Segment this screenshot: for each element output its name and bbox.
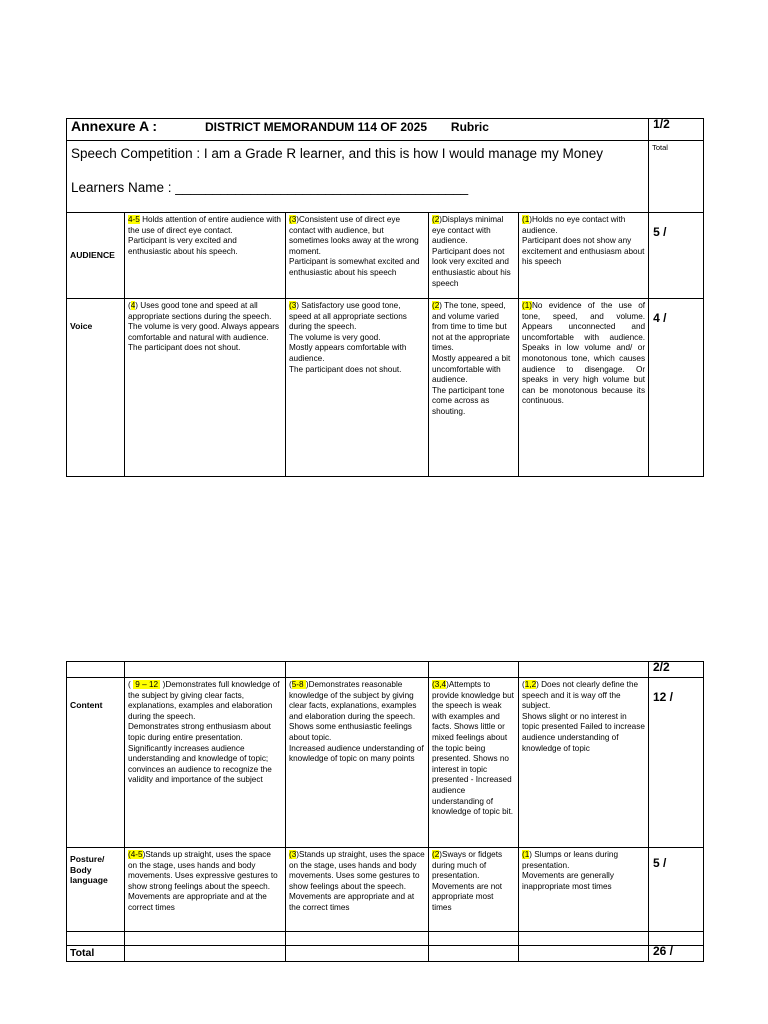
empty-cell bbox=[125, 946, 286, 962]
bracket: ( bbox=[522, 680, 525, 689]
rubric-title: Rubric bbox=[450, 120, 489, 134]
level-score: (2 bbox=[432, 301, 440, 310]
empty-cell bbox=[519, 662, 649, 678]
level-score: (2 bbox=[432, 215, 440, 224]
level-score: (1) bbox=[522, 301, 533, 310]
criterion-label: Content bbox=[67, 678, 125, 848]
level-description: )Consistent use of direct eye contact with audience, but sometimes looks away at the wrong moment. Participant is somewhat excited and enthusiastic about his speech bbox=[289, 215, 420, 277]
level-description: ) Uses good tone and speed at all appropriate sections during the speech. The volume is very good. Always appears comfortable and natural with audience. The participant does not shout. bbox=[128, 301, 280, 353]
rubric-cell bbox=[125, 848, 286, 932]
level-description: ) Slumps or leans during presentation. Movements are generally inappropriate most times bbox=[522, 850, 619, 891]
score-cell: 12 / bbox=[649, 678, 704, 848]
table-row bbox=[67, 848, 704, 932]
competition-info bbox=[67, 141, 649, 213]
page-number: 1/2 bbox=[649, 119, 704, 141]
competition-title: Speech Competition : I am a Grade R learner, and this is how I would manage my Money bbox=[71, 146, 604, 161]
empty-cell bbox=[67, 662, 125, 678]
bracket: ( bbox=[128, 680, 134, 689]
level-score: (4-5 bbox=[128, 850, 143, 859]
level-score: (3 bbox=[289, 215, 297, 224]
rubric-table-page-1 bbox=[66, 118, 704, 477]
rubric-cell bbox=[286, 299, 429, 477]
rubric-cell bbox=[429, 213, 519, 299]
level-description: )Stands up straight, uses the space on the stage, uses hands and body movements. Uses some gestures to show feelings about the speech. Movements are appropriate and at the correct times bbox=[289, 850, 425, 912]
level-description: )Displays minimal eye contact with audience. Participant does not look very excited and enthusiastic about his speech bbox=[432, 215, 511, 288]
level-description: ) The tone, speed, and volume varied from time to time but not at the appropriate times. Mostly appeared a bit uncomfortable with audience. The participant tone come across as shouting. bbox=[432, 301, 511, 416]
annexure-title: Annexure A : bbox=[71, 118, 158, 134]
level-description: )Sways or fidgets during much of presentation. Movements are not appropriate most times bbox=[432, 850, 503, 912]
rubric-cell bbox=[286, 678, 429, 848]
empty-cell bbox=[125, 662, 286, 678]
rubric-cell bbox=[286, 848, 429, 932]
level-score: (1 bbox=[522, 850, 530, 859]
criterion-label: AUDIENCE bbox=[67, 213, 125, 299]
level-score: 1,2 bbox=[524, 680, 537, 689]
page-number: 2/2 bbox=[649, 662, 704, 678]
score-cell: 5 / bbox=[649, 213, 704, 299]
total-score: 26 / bbox=[649, 946, 704, 962]
level-description: )Demonstrates full knowledge of the subject by giving clear facts, explanations, examples and elaboration during the speech. Demonstrates strong enthusiasm about topic during entire presentation. Significantly increases audience understanding and knowledge of topic; convinces an audience to recognize the validity and importance of the subject bbox=[128, 680, 280, 785]
rubric-cell bbox=[125, 678, 286, 848]
bracket: ( bbox=[289, 680, 292, 689]
rubric-cell bbox=[519, 213, 649, 299]
empty-cell bbox=[67, 932, 125, 946]
empty-cell bbox=[429, 662, 519, 678]
rubric-cell bbox=[519, 299, 649, 477]
level-score: 9 – 12 bbox=[133, 680, 161, 689]
level-description: No evidence of the use of tone, speed, and volume. Appears unconnected and uncomfortable with audience. Speaks in low volume and/ or monotonous tone, which causes audience to disengage. Or speaks in very high volume but can be monotonous because its continuous. bbox=[522, 301, 646, 406]
empty-cell bbox=[429, 932, 519, 946]
level-description: Holds attention of entire audience with the use of direct eye contact. Participant is very excited and enthusiastic about his speech. bbox=[128, 215, 281, 256]
table-row bbox=[67, 299, 704, 477]
rubric-cell bbox=[286, 213, 429, 299]
empty-cell bbox=[286, 662, 429, 678]
level-score: 4 bbox=[130, 301, 136, 310]
level-description: )Attempts to provide knowledge but the speech is weak with examples and facts. Shows little or mixed feelings about the topic being presented. Shows no interest in topic presented - Increased audience understanding of knowledge of topic bit. bbox=[432, 680, 514, 817]
empty-cell bbox=[429, 946, 519, 962]
learners-name-field: Learners Name : _______________________________________ bbox=[71, 180, 469, 195]
empty-cell bbox=[519, 932, 649, 946]
score-cell: 4 / bbox=[649, 299, 704, 477]
rubric-cell bbox=[429, 848, 519, 932]
level-score: (3 bbox=[289, 301, 297, 310]
rubric-cell bbox=[125, 213, 286, 299]
total-header: Total bbox=[649, 141, 704, 213]
level-score: (3 bbox=[289, 850, 297, 859]
level-score: (2 bbox=[432, 850, 440, 859]
memorandum-title: DISTRICT MEMORANDUM 114 OF 2025 bbox=[204, 120, 428, 134]
level-description: )Stands up straight, uses the space on the stage, uses hands and body movements. Uses expressive gestures to show strong feelings about the speech. Movements are appropriate and at the correct times bbox=[128, 850, 278, 912]
score-cell: 5 / bbox=[649, 848, 704, 932]
empty-cell bbox=[286, 946, 429, 962]
rubric-cell bbox=[429, 678, 519, 848]
rubric-cell bbox=[519, 678, 649, 848]
empty-cell bbox=[519, 946, 649, 962]
level-score: (1 bbox=[522, 215, 530, 224]
level-description: ) Satisfactory use good tone, speed at all appropriate sections during the speech. The volume is very good. Mostly appears comfortable with audience. The participant does not shout. bbox=[289, 301, 407, 374]
empty-cell bbox=[286, 932, 429, 946]
rubric-cell bbox=[519, 848, 649, 932]
level-score: (3,4 bbox=[432, 680, 447, 689]
table-row bbox=[67, 678, 704, 848]
empty-cell bbox=[649, 932, 704, 946]
level-description: )Holds no eye contact with audience. Participant does not show any excitement and enthusiasm about his speech bbox=[522, 215, 645, 267]
level-description: )Demonstrates reasonable knowledge of the subject by giving clear facts, explanations, examples and elaboration during the speech. Shows some enthusiastic feelings about topic. Increased audience understanding of knowledge of topic on many points bbox=[289, 680, 424, 764]
criterion-label: Posture/ Body language bbox=[67, 848, 125, 932]
rubric-table-page-2 bbox=[66, 661, 704, 962]
level-score: 4-5 bbox=[128, 215, 140, 224]
level-description: ) Does not clearly define the speech and it is way off the subject. Shows slight or no interest in topic presented Failed to increase audience understanding of knowledge of topic bbox=[522, 680, 645, 753]
rubric-cell bbox=[429, 299, 519, 477]
rubric-cell bbox=[125, 299, 286, 477]
header-title-row bbox=[67, 119, 649, 141]
empty-cell bbox=[125, 932, 286, 946]
total-label: Total bbox=[67, 946, 125, 962]
criterion-label: Voice bbox=[67, 299, 125, 477]
level-score: 5-8 bbox=[291, 680, 306, 689]
table-row bbox=[67, 213, 704, 299]
bracket: ( bbox=[128, 301, 131, 310]
